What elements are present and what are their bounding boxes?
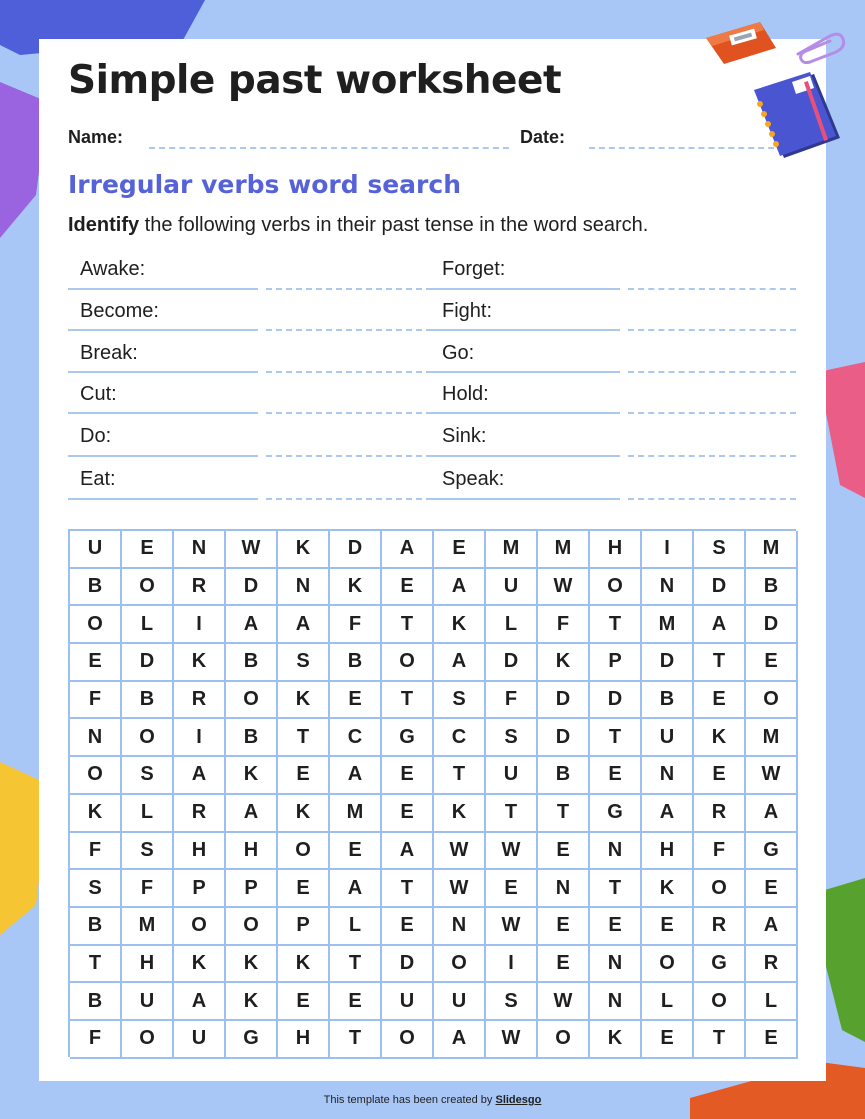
grid-cell[interactable]: F <box>330 606 382 644</box>
grid-cell[interactable]: G <box>382 719 434 757</box>
grid-cell[interactable]: N <box>538 870 590 908</box>
grid-cell[interactable]: B <box>746 569 798 607</box>
grid-cell[interactable]: E <box>70 644 122 682</box>
grid-cell[interactable]: D <box>330 531 382 569</box>
grid-cell[interactable]: S <box>122 757 174 795</box>
answer-line <box>68 329 258 331</box>
grid-cell[interactable]: F <box>538 606 590 644</box>
verb-break: Break: <box>80 342 138 364</box>
grid-cell[interactable]: K <box>226 757 278 795</box>
grid-cell[interactable]: U <box>486 569 538 607</box>
grid-cell[interactable]: B <box>538 757 590 795</box>
grid-cell[interactable]: S <box>278 644 330 682</box>
grid-cell[interactable]: F <box>70 1021 122 1059</box>
verb-hold: Hold: <box>442 383 489 405</box>
grid-cell[interactable]: K <box>278 531 330 569</box>
grid-cell[interactable]: T <box>590 719 642 757</box>
grid-cell[interactable]: O <box>122 719 174 757</box>
answer-line <box>430 455 620 457</box>
verb-eat: Eat: <box>80 468 116 490</box>
grid-cell[interactable]: T <box>590 606 642 644</box>
grid-cell[interactable]: S <box>434 682 486 720</box>
grid-cell[interactable]: K <box>434 606 486 644</box>
grid-cell[interactable]: L <box>122 795 174 833</box>
grid-cell[interactable]: K <box>278 946 330 984</box>
grid-cell[interactable]: R <box>694 795 746 833</box>
answer-field[interactable] <box>628 455 796 457</box>
grid-cell[interactable]: F <box>122 870 174 908</box>
grid-cell[interactable]: K <box>278 795 330 833</box>
answer-line <box>430 288 620 290</box>
grid-cell[interactable]: O <box>278 833 330 871</box>
verb-do: Do: <box>80 425 112 447</box>
grid-cell[interactable]: O <box>174 908 226 946</box>
grid-cell[interactable]: U <box>122 983 174 1021</box>
grid-cell[interactable]: U <box>382 983 434 1021</box>
grid-cell[interactable]: F <box>486 682 538 720</box>
grid-cell[interactable]: E <box>278 757 330 795</box>
grid-cell[interactable]: O <box>226 682 278 720</box>
grid-cell[interactable]: N <box>174 531 226 569</box>
slidesgo-link[interactable]: Slidesgo <box>495 1094 542 1106</box>
grid-cell[interactable]: K <box>278 682 330 720</box>
grid-cell[interactable]: E <box>590 757 642 795</box>
grid-cell[interactable]: E <box>590 908 642 946</box>
instruction-text <box>68 214 648 237</box>
grid-cell[interactable]: G <box>694 946 746 984</box>
grid-cell[interactable]: N <box>590 833 642 871</box>
grid-cell[interactable]: D <box>382 946 434 984</box>
grid-cell[interactable]: K <box>434 795 486 833</box>
grid-cell[interactable]: E <box>746 1021 798 1059</box>
answer-field[interactable] <box>266 329 432 331</box>
grid-cell[interactable]: L <box>486 606 538 644</box>
grid-cell[interactable]: O <box>382 644 434 682</box>
grid-cell[interactable]: A <box>434 644 486 682</box>
grid-cell[interactable]: A <box>174 983 226 1021</box>
grid-cell[interactable]: E <box>330 983 382 1021</box>
grid-cell[interactable]: E <box>694 682 746 720</box>
grid-cell[interactable]: H <box>590 531 642 569</box>
grid-cell[interactable]: A <box>226 795 278 833</box>
grid-cell[interactable]: S <box>486 719 538 757</box>
grid-cell[interactable]: K <box>226 946 278 984</box>
grid-cell[interactable]: T <box>486 795 538 833</box>
grid-cell[interactable]: E <box>538 908 590 946</box>
page-title: Simple past worksheet <box>68 58 562 103</box>
grid-cell[interactable]: G <box>226 1021 278 1059</box>
grid-cell[interactable]: E <box>538 946 590 984</box>
grid-cell[interactable]: H <box>278 1021 330 1059</box>
grid-cell[interactable]: P <box>226 870 278 908</box>
answer-field[interactable] <box>628 498 796 500</box>
grid-cell[interactable]: T <box>590 870 642 908</box>
answer-field[interactable] <box>266 371 432 373</box>
grid-cell[interactable]: A <box>434 569 486 607</box>
grid-cell[interactable]: P <box>278 908 330 946</box>
grid-cell[interactable]: F <box>70 833 122 871</box>
grid-cell[interactable]: H <box>174 833 226 871</box>
grid-cell[interactable]: W <box>538 983 590 1021</box>
answer-line <box>68 498 258 500</box>
grid-cell[interactable]: E <box>382 908 434 946</box>
grid-cell[interactable]: B <box>122 682 174 720</box>
grid-cell[interactable]: O <box>590 569 642 607</box>
grid-cell[interactable]: E <box>122 531 174 569</box>
answer-line <box>68 371 258 373</box>
verb-awake: Awake: <box>80 258 146 280</box>
grid-cell[interactable]: B <box>330 644 382 682</box>
notebook-icon <box>752 70 844 162</box>
grid-cell[interactable]: R <box>174 682 226 720</box>
grid-cell[interactable]: O <box>382 1021 434 1059</box>
pencil-sharpener-icon <box>702 18 782 66</box>
answer-line <box>68 412 258 414</box>
answer-field[interactable] <box>266 455 432 457</box>
verb-go: Go: <box>442 342 475 364</box>
grid-cell[interactable]: N <box>590 946 642 984</box>
grid-cell[interactable]: E <box>382 569 434 607</box>
grid-cell[interactable]: E <box>746 870 798 908</box>
grid-cell[interactable]: D <box>746 606 798 644</box>
verb-cut: Cut: <box>80 383 117 405</box>
grid-cell[interactable]: N <box>590 983 642 1021</box>
grid-cell[interactable]: H <box>642 833 694 871</box>
grid-cell[interactable]: T <box>278 719 330 757</box>
section-subtitle: Irregular verbs word search <box>68 170 461 199</box>
grid-cell[interactable]: D <box>538 682 590 720</box>
answer-field[interactable] <box>266 498 432 500</box>
grid-cell[interactable]: M <box>746 531 798 569</box>
grid-cell[interactable]: E <box>382 757 434 795</box>
grid-cell[interactable]: A <box>330 870 382 908</box>
grid-cell[interactable]: N <box>642 757 694 795</box>
grid-cell[interactable]: B <box>642 682 694 720</box>
grid-cell[interactable]: N <box>278 569 330 607</box>
grid-cell[interactable]: K <box>226 983 278 1021</box>
grid-cell[interactable]: T <box>70 946 122 984</box>
grid-cell[interactable]: S <box>486 983 538 1021</box>
grid-cell[interactable]: O <box>226 908 278 946</box>
grid-cell[interactable]: E <box>642 908 694 946</box>
grid-cell[interactable]: O <box>746 682 798 720</box>
grid-cell[interactable]: N <box>642 569 694 607</box>
grid-cell[interactable]: A <box>330 757 382 795</box>
answer-field[interactable] <box>628 371 796 373</box>
grid-cell[interactable]: E <box>330 682 382 720</box>
grid-cell[interactable]: M <box>642 606 694 644</box>
answer-line <box>68 288 258 290</box>
grid-cell[interactable]: O <box>122 1021 174 1059</box>
grid-cell[interactable]: T <box>382 870 434 908</box>
grid-cell[interactable]: H <box>122 946 174 984</box>
grid-cell[interactable]: U <box>70 531 122 569</box>
grid-cell[interactable]: E <box>746 644 798 682</box>
grid-cell[interactable]: D <box>694 569 746 607</box>
grid-cell[interactable]: L <box>746 983 798 1021</box>
grid-cell[interactable]: S <box>70 870 122 908</box>
footer-text: This template has been created by <box>323 1094 496 1106</box>
grid-cell[interactable]: M <box>746 719 798 757</box>
instruction-rest: the following verbs in their past tense in the word search. <box>139 214 649 236</box>
grid-cell[interactable]: L <box>642 983 694 1021</box>
grid-cell[interactable]: A <box>642 795 694 833</box>
grid-cell[interactable]: B <box>226 719 278 757</box>
grid-cell[interactable]: R <box>174 569 226 607</box>
grid-cell[interactable]: T <box>538 795 590 833</box>
grid-cell[interactable]: T <box>382 682 434 720</box>
grid-cell[interactable]: T <box>694 644 746 682</box>
answer-field[interactable] <box>266 288 432 290</box>
grid-cell[interactable]: C <box>330 719 382 757</box>
grid-cell[interactable]: E <box>486 870 538 908</box>
grid-cell[interactable]: O <box>694 870 746 908</box>
grid-cell[interactable]: W <box>486 1021 538 1059</box>
grid-cell[interactable]: O <box>694 983 746 1021</box>
grid-cell[interactable]: D <box>590 682 642 720</box>
grid-cell[interactable]: G <box>746 833 798 871</box>
grid-cell[interactable]: O <box>434 946 486 984</box>
answer-line <box>68 455 258 457</box>
instruction-bold: Identify <box>68 214 140 236</box>
grid-cell[interactable]: U <box>434 983 486 1021</box>
grid-cell[interactable]: E <box>538 833 590 871</box>
grid-cell[interactable]: K <box>174 644 226 682</box>
grid-cell[interactable]: A <box>382 833 434 871</box>
grid-cell[interactable]: R <box>174 795 226 833</box>
answer-line <box>430 498 620 500</box>
grid-cell[interactable]: W <box>486 908 538 946</box>
grid-cell[interactable]: D <box>486 644 538 682</box>
grid-cell[interactable]: N <box>434 908 486 946</box>
grid-cell[interactable]: M <box>486 531 538 569</box>
grid-cell[interactable]: W <box>434 833 486 871</box>
grid-cell[interactable]: I <box>174 606 226 644</box>
grid-cell[interactable]: A <box>382 531 434 569</box>
grid-cell[interactable]: U <box>174 1021 226 1059</box>
grid-cell[interactable]: I <box>486 946 538 984</box>
grid-cell[interactable]: R <box>746 946 798 984</box>
grid-cell[interactable]: E <box>382 795 434 833</box>
grid-cell[interactable]: A <box>278 606 330 644</box>
answer-field[interactable] <box>628 412 796 414</box>
word-search-grid <box>68 529 796 1057</box>
grid-cell[interactable]: P <box>590 644 642 682</box>
answer-line <box>430 329 620 331</box>
grid-cell[interactable]: E <box>330 833 382 871</box>
grid-cell[interactable]: A <box>434 1021 486 1059</box>
grid-cell[interactable]: R <box>694 908 746 946</box>
grid-cell[interactable]: A <box>174 757 226 795</box>
answer-line <box>430 412 620 414</box>
grid-cell[interactable]: W <box>434 870 486 908</box>
grid-cell[interactable]: K <box>70 795 122 833</box>
name-label: Name: <box>68 127 124 147</box>
verb-become: Become: <box>80 300 159 322</box>
grid-cell[interactable]: O <box>70 606 122 644</box>
grid-cell[interactable]: M <box>330 795 382 833</box>
grid-cell[interactable]: F <box>694 833 746 871</box>
answer-field[interactable] <box>628 329 796 331</box>
grid-cell[interactable]: E <box>694 757 746 795</box>
grid-cell[interactable]: E <box>434 531 486 569</box>
worksheet-page <box>39 39 826 1081</box>
grid-cell[interactable]: K <box>590 1021 642 1059</box>
footer-credit <box>0 1094 865 1106</box>
grid-cell[interactable]: B <box>70 983 122 1021</box>
grid-cell[interactable]: B <box>226 644 278 682</box>
grid-cell[interactable]: O <box>538 1021 590 1059</box>
grid-cell[interactable]: B <box>70 569 122 607</box>
grid-cell[interactable]: A <box>746 908 798 946</box>
paperclip-icon <box>792 30 848 64</box>
grid-cell[interactable]: A <box>694 606 746 644</box>
grid-cell[interactable]: T <box>694 1021 746 1059</box>
grid-cell[interactable]: S <box>122 833 174 871</box>
answer-field[interactable] <box>266 412 432 414</box>
grid-cell[interactable]: B <box>70 908 122 946</box>
grid-cell[interactable]: T <box>330 1021 382 1059</box>
grid-cell[interactable]: U <box>486 757 538 795</box>
grid-cell[interactable]: T <box>434 757 486 795</box>
grid-cell[interactable]: T <box>330 946 382 984</box>
answer-line <box>430 371 620 373</box>
grid-cell[interactable]: W <box>746 757 798 795</box>
grid-cell[interactable]: K <box>174 946 226 984</box>
grid-cell[interactable]: K <box>642 870 694 908</box>
grid-cell[interactable]: O <box>70 757 122 795</box>
grid-cell[interactable]: C <box>434 719 486 757</box>
grid-cell[interactable]: K <box>330 569 382 607</box>
grid-cell[interactable]: O <box>122 569 174 607</box>
verb-fight: Fight: <box>442 300 493 322</box>
answer-field[interactable] <box>628 288 796 290</box>
grid-cell[interactable]: E <box>278 870 330 908</box>
verb-forget: Forget: <box>442 258 506 280</box>
grid-cell[interactable]: K <box>694 719 746 757</box>
grid-cell[interactable]: T <box>382 606 434 644</box>
grid-cell[interactable]: M <box>122 908 174 946</box>
grid-cell[interactable]: U <box>642 719 694 757</box>
grid-cell[interactable]: K <box>538 644 590 682</box>
grid-cell[interactable]: D <box>122 644 174 682</box>
grid-cell[interactable]: W <box>486 833 538 871</box>
grid-cell[interactable]: M <box>538 531 590 569</box>
grid-cell[interactable]: A <box>226 606 278 644</box>
grid-cell[interactable]: L <box>122 606 174 644</box>
grid-cell[interactable]: E <box>278 983 330 1021</box>
grid-cell[interactable]: A <box>746 795 798 833</box>
grid-cell[interactable]: L <box>330 908 382 946</box>
grid-cell[interactable]: S <box>694 531 746 569</box>
grid-cell[interactable]: D <box>538 719 590 757</box>
grid-cell[interactable]: N <box>70 719 122 757</box>
grid-cell[interactable]: D <box>642 644 694 682</box>
date-label: Date: <box>520 127 566 147</box>
grid-cell[interactable]: W <box>538 569 590 607</box>
grid-cell[interactable]: F <box>70 682 122 720</box>
grid-cell[interactable]: W <box>226 531 278 569</box>
grid-cell[interactable]: D <box>226 569 278 607</box>
grid-cell[interactable]: O <box>642 946 694 984</box>
verb-list <box>68 252 798 502</box>
grid-cell[interactable]: I <box>174 719 226 757</box>
grid-cell[interactable]: H <box>226 833 278 871</box>
grid-cell[interactable]: E <box>642 1021 694 1059</box>
verb-sink: Sink: <box>442 425 487 447</box>
grid-cell[interactable]: I <box>642 531 694 569</box>
grid-cell[interactable]: P <box>174 870 226 908</box>
verb-speak: Speak: <box>442 468 505 490</box>
grid-cell[interactable]: G <box>590 795 642 833</box>
name-field[interactable] <box>149 147 509 149</box>
